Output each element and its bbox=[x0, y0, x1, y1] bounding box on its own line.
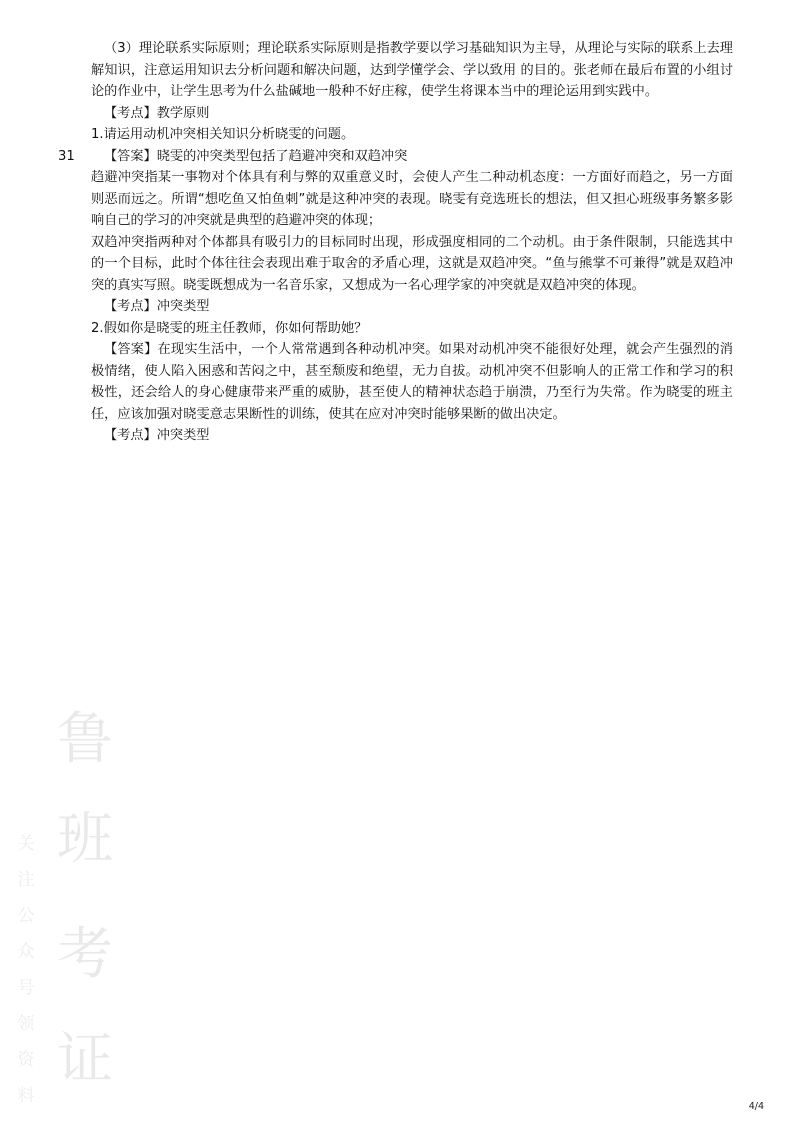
watermark-col-char: 料 bbox=[17, 1086, 35, 1106]
question-number: 31 bbox=[58, 149, 75, 164]
watermark-vertical-text bbox=[12, 826, 40, 1114]
document-body bbox=[91, 38, 733, 447]
paragraph-answer-1: 【答案】晓雯的冲突类型包括了趋避冲突和双趋冲突 bbox=[104, 148, 408, 164]
paragraph-principle: （3）理论联系实际原则；理论联系实际原则是指教学要以学习基础知识为主导，从理论与实际的联系上去理解知识，注意运用知识去分析问题和解决问题，达到学懂学会、学以致用 的目的。张老师在最后布置的小组讨论的作业中，让学生思考为什么盐碱地一般种不好庄稼，使学生将课本当中的理论运用到实践中。 bbox=[91, 41, 733, 99]
paragraph-approach-approach: 双趋冲突指两种对个体都具有吸引力的目标同时出现，形成强度相同的二个动机。由于条件限制，只能选其中的一个目标，此时个体往往会表现出难于取舍的矛盾心理，这就是双趋冲突。“鱼与熊掌不可兼得”就是双趋冲突的真实写照。晓雯既想成为一名音乐家，又想成为一名心理学家的冲突就是双趋冲突的体现。 bbox=[91, 234, 733, 293]
paragraph-question-2: 2.假如你是晓雯的班主任教师，你如何帮助她？ bbox=[91, 320, 368, 336]
watermark-char-4: 证 bbox=[57, 1027, 113, 1092]
page-number: 4/4 bbox=[748, 1101, 764, 1112]
watermark-char-3: 考 bbox=[57, 922, 113, 987]
watermark-col-char: 领 bbox=[17, 1014, 35, 1034]
watermark-col-char: 众 bbox=[17, 942, 35, 962]
watermark-col-char: 资 bbox=[17, 1050, 35, 1070]
paragraph-question-1: 1.请运用动机冲突相关知识分析晓雯的问题。 bbox=[91, 127, 355, 142]
paragraph-approach-avoid: 趋避冲突指某一事物对个体具有利与弊的双重意义时，会使人产生二种动机态度：一方面好而趋之，另一方面则恶而远之。所谓“想吃鱼又怕鱼刺”就是这种冲突的表现。晓雯有竞选班长的想法，但又担心班级事务繁多影响自己的学习的冲突就是典型的趋避冲突的体现； bbox=[91, 170, 733, 228]
paragraph-kaodian-3: 【考点】冲突类型 bbox=[104, 428, 210, 443]
watermark-col-char: 关 bbox=[17, 834, 35, 854]
watermark-col-char: 注 bbox=[17, 870, 35, 890]
paragraph-kaodian-2: 【考点】冲突类型 bbox=[104, 299, 210, 314]
paragraph-answer-2: 【答案】在现实生活中，一个人常常遇到各种动机冲突。如果对动机冲突不能很好处理，就会产生强烈的消极情绪，使人陷入困惑和苦闷之中，甚至颓废和绝望，无力自拔。动机冲突不但影响人的正常工作和学习的积极性，还会给人的身心健康带来严重的威胁，甚至使人的精神状态趋于崩溃，乃至行为失常。作为晓雯的班主任，应该加强对晓雯意志果断性的训练，使其在应对冲突时能够果断的做出决定。 bbox=[91, 342, 733, 422]
watermark-col-char: 公 bbox=[17, 906, 35, 926]
watermark-char-1: 鲁 bbox=[57, 707, 113, 772]
watermark-col-char: 号 bbox=[17, 978, 35, 998]
paragraph-kaodian-1: 【考点】教学原则 bbox=[104, 105, 210, 121]
watermark-char-2: 班 bbox=[57, 807, 113, 872]
